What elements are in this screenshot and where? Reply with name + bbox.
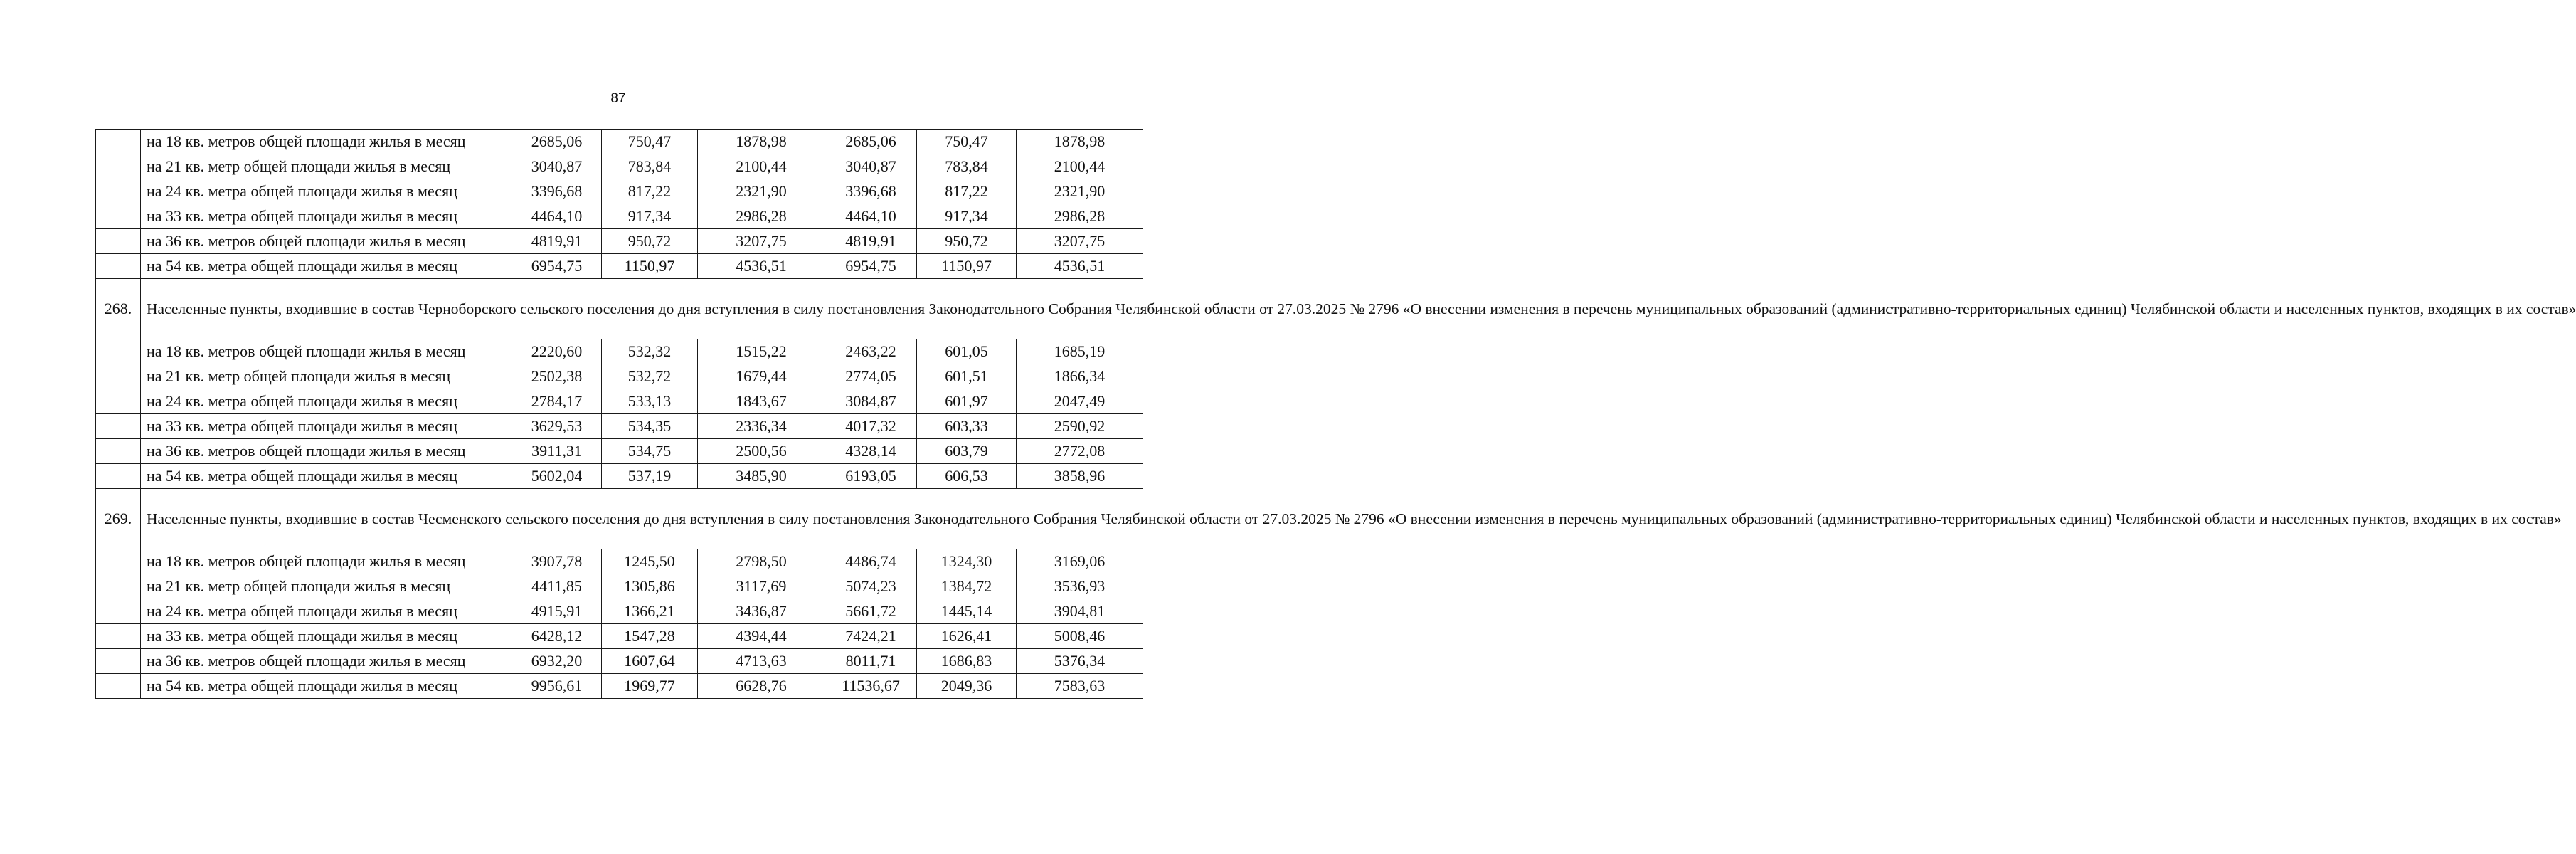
value-cell: 1547,28 [602,624,698,649]
value-cell: 8011,71 [825,649,917,674]
row-number-cell [96,154,141,179]
value-cell: 1626,41 [917,624,1017,649]
value-cell: 1366,21 [602,599,698,624]
row-label: на 36 кв. метров общей площади жилья в месяц [141,439,512,464]
value-cell: 2220,60 [512,339,602,364]
value-cell: 817,22 [917,179,1017,204]
value-cell: 1384,72 [917,574,1017,599]
value-cell: 4394,44 [698,624,825,649]
row-number-cell [96,179,141,204]
value-cell: 5602,04 [512,464,602,489]
value-cell: 7583,63 [1017,674,1143,699]
value-cell: 2321,90 [1017,179,1143,204]
section-heading: Населенные пункты, входившие в состав Черноборского сельского поселения до дня вступления в силу постановления Законодательного Собрания Челябинской области от 27.03.2025 № 2796 «О внесении изменения в перечень муниципальных образований (административно-территориальных единиц) Челябинской области и населенных пунктов, входящих в их состав» [141,279,1143,339]
table-row [96,130,1143,154]
row-number-cell [96,624,141,649]
value-cell: 3907,78 [512,549,602,574]
value-cell: 950,72 [917,229,1017,254]
value-cell: 6954,75 [825,254,917,279]
value-cell: 9956,61 [512,674,602,699]
value-cell: 603,33 [917,414,1017,439]
value-cell: 950,72 [602,229,698,254]
value-cell: 2100,44 [1017,154,1143,179]
value-cell: 1969,77 [602,674,698,699]
row-label: на 24 кв. метра общей площади жилья в месяц [141,389,512,414]
row-label: на 21 кв. метр общей площади жилья в месяц [141,364,512,389]
row-number-cell [96,439,141,464]
value-cell: 3396,68 [512,179,602,204]
value-cell: 606,53 [917,464,1017,489]
row-number-cell [96,414,141,439]
value-cell: 5074,23 [825,574,917,599]
value-cell: 1150,97 [917,254,1017,279]
value-cell: 2336,34 [698,414,825,439]
value-cell: 2047,49 [1017,389,1143,414]
value-cell: 603,79 [917,439,1017,464]
section-heading-row [96,279,1143,339]
row-label: на 21 кв. метр общей площади жилья в месяц [141,154,512,179]
value-cell: 11536,67 [825,674,917,699]
value-cell: 4486,74 [825,549,917,574]
row-number-cell [96,599,141,624]
value-cell: 601,51 [917,364,1017,389]
value-cell: 3536,93 [1017,574,1143,599]
row-label: на 24 кв. метра общей площади жилья в месяц [141,599,512,624]
row-label: на 54 кв. метра общей площади жилья в месяц [141,674,512,699]
value-cell: 7424,21 [825,624,917,649]
value-cell: 533,13 [602,389,698,414]
table-row [96,464,1143,489]
value-cell: 2774,05 [825,364,917,389]
section-number: 268. [96,279,141,339]
value-cell: 3117,69 [698,574,825,599]
value-cell: 3629,53 [512,414,602,439]
value-cell: 601,05 [917,339,1017,364]
value-cell: 3904,81 [1017,599,1143,624]
value-cell: 4819,91 [512,229,602,254]
table-row [96,649,1143,674]
row-number-cell [96,574,141,599]
value-cell: 4536,51 [1017,254,1143,279]
value-cell: 4464,10 [512,204,602,229]
value-cell: 783,84 [917,154,1017,179]
value-cell: 2321,90 [698,179,825,204]
row-number-cell [96,254,141,279]
value-cell: 750,47 [602,130,698,154]
value-cell: 2100,44 [698,154,825,179]
value-cell: 2986,28 [698,204,825,229]
row-number-cell [96,229,141,254]
row-label: на 33 кв. метра общей площади жилья в месяц [141,414,512,439]
value-cell: 1686,83 [917,649,1017,674]
value-cell: 783,84 [602,154,698,179]
value-cell: 4411,85 [512,574,602,599]
value-cell: 6193,05 [825,464,917,489]
table-row [96,229,1143,254]
row-label: на 18 кв. метров общей площади жилья в месяц [141,130,512,154]
value-cell: 601,97 [917,389,1017,414]
value-cell: 1843,67 [698,389,825,414]
row-number-cell [96,364,141,389]
value-cell: 3040,87 [825,154,917,179]
page-number: 87 [610,91,626,106]
value-cell: 2500,56 [698,439,825,464]
value-cell: 1445,14 [917,599,1017,624]
row-label: на 33 кв. метра общей площади жилья в месяц [141,204,512,229]
row-label: на 18 кв. метров общей площади жилья в месяц [141,549,512,574]
table-row [96,599,1143,624]
row-label: на 36 кв. метров общей площади жилья в месяц [141,649,512,674]
value-cell: 1878,98 [698,130,825,154]
value-cell: 1324,30 [917,549,1017,574]
row-label: на 24 кв. метра общей площади жилья в месяц [141,179,512,204]
row-number-cell [96,464,141,489]
row-number-cell [96,649,141,674]
value-cell: 3436,87 [698,599,825,624]
value-cell: 1685,19 [1017,339,1143,364]
value-cell: 2798,50 [698,549,825,574]
table-row [96,364,1143,389]
table-row [96,624,1143,649]
value-cell: 5661,72 [825,599,917,624]
value-cell: 534,75 [602,439,698,464]
table-row [96,389,1143,414]
table-row [96,154,1143,179]
value-cell: 1866,34 [1017,364,1143,389]
table-row [96,339,1143,364]
row-label: на 36 кв. метров общей площади жилья в месяц [141,229,512,254]
value-cell: 2049,36 [917,674,1017,699]
value-cell: 2986,28 [1017,204,1143,229]
value-cell: 1305,86 [602,574,698,599]
value-cell: 6428,12 [512,624,602,649]
value-cell: 2463,22 [825,339,917,364]
value-cell: 1679,44 [698,364,825,389]
value-cell: 532,32 [602,339,698,364]
value-cell: 4915,91 [512,599,602,624]
value-cell: 4536,51 [698,254,825,279]
row-number-cell [96,130,141,154]
value-cell: 2590,92 [1017,414,1143,439]
section-heading: Населенные пункты, входившие в состав Чесменского сельского поселения до дня вступления в силу постановления Законодательного Собрания Челябинской области от 27.03.2025 № 2796 «О внесении изменения в перечень муниципальных образований (административно-территориальных единиц) Челябинской области и населенных пунктов, входящих в их состав» [141,489,1143,549]
value-cell: 1607,64 [602,649,698,674]
value-cell: 3040,87 [512,154,602,179]
row-number-cell [96,204,141,229]
value-cell: 3207,75 [1017,229,1143,254]
value-cell: 3911,31 [512,439,602,464]
value-cell: 2685,06 [825,130,917,154]
table-row [96,574,1143,599]
value-cell: 817,22 [602,179,698,204]
value-cell: 5376,34 [1017,649,1143,674]
value-cell: 4017,32 [825,414,917,439]
value-cell: 5008,46 [1017,624,1143,649]
value-cell: 1150,97 [602,254,698,279]
tariff-table [95,129,2576,699]
value-cell: 750,47 [917,130,1017,154]
section-number: 269. [96,489,141,549]
value-cell: 2772,08 [1017,439,1143,464]
row-number-cell [96,389,141,414]
value-cell: 3084,87 [825,389,917,414]
value-cell: 534,35 [602,414,698,439]
table-row [96,254,1143,279]
section-heading-row [96,489,1143,549]
table-row [96,414,1143,439]
value-cell: 4464,10 [825,204,917,229]
table-row [96,179,1143,204]
row-label: на 18 кв. метров общей площади жилья в месяц [141,339,512,364]
row-label: на 54 кв. метра общей площади жилья в месяц [141,254,512,279]
value-cell: 4819,91 [825,229,917,254]
row-number-cell [96,674,141,699]
value-cell: 3396,68 [825,179,917,204]
value-cell: 1878,98 [1017,130,1143,154]
value-cell: 917,34 [917,204,1017,229]
value-cell: 2784,17 [512,389,602,414]
value-cell: 537,19 [602,464,698,489]
row-label: на 54 кв. метра общей площади жилья в месяц [141,464,512,489]
value-cell: 6932,20 [512,649,602,674]
value-cell: 4713,63 [698,649,825,674]
value-cell: 3858,96 [1017,464,1143,489]
table-row [96,204,1143,229]
value-cell: 6954,75 [512,254,602,279]
row-number-cell [96,549,141,574]
value-cell: 3485,90 [698,464,825,489]
value-cell: 2502,38 [512,364,602,389]
row-label: на 33 кв. метра общей площади жилья в месяц [141,624,512,649]
value-cell: 2685,06 [512,130,602,154]
row-number-cell [96,339,141,364]
value-cell: 1245,50 [602,549,698,574]
value-cell: 1515,22 [698,339,825,364]
table-row [96,439,1143,464]
value-cell: 3207,75 [698,229,825,254]
row-label: на 21 кв. метр общей площади жилья в месяц [141,574,512,599]
value-cell: 532,72 [602,364,698,389]
table-body [96,130,2576,699]
table-row [96,674,1143,699]
value-cell: 6628,76 [698,674,825,699]
value-cell: 917,34 [602,204,698,229]
table-row [96,549,1143,574]
value-cell: 4328,14 [825,439,917,464]
value-cell: 3169,06 [1017,549,1143,574]
